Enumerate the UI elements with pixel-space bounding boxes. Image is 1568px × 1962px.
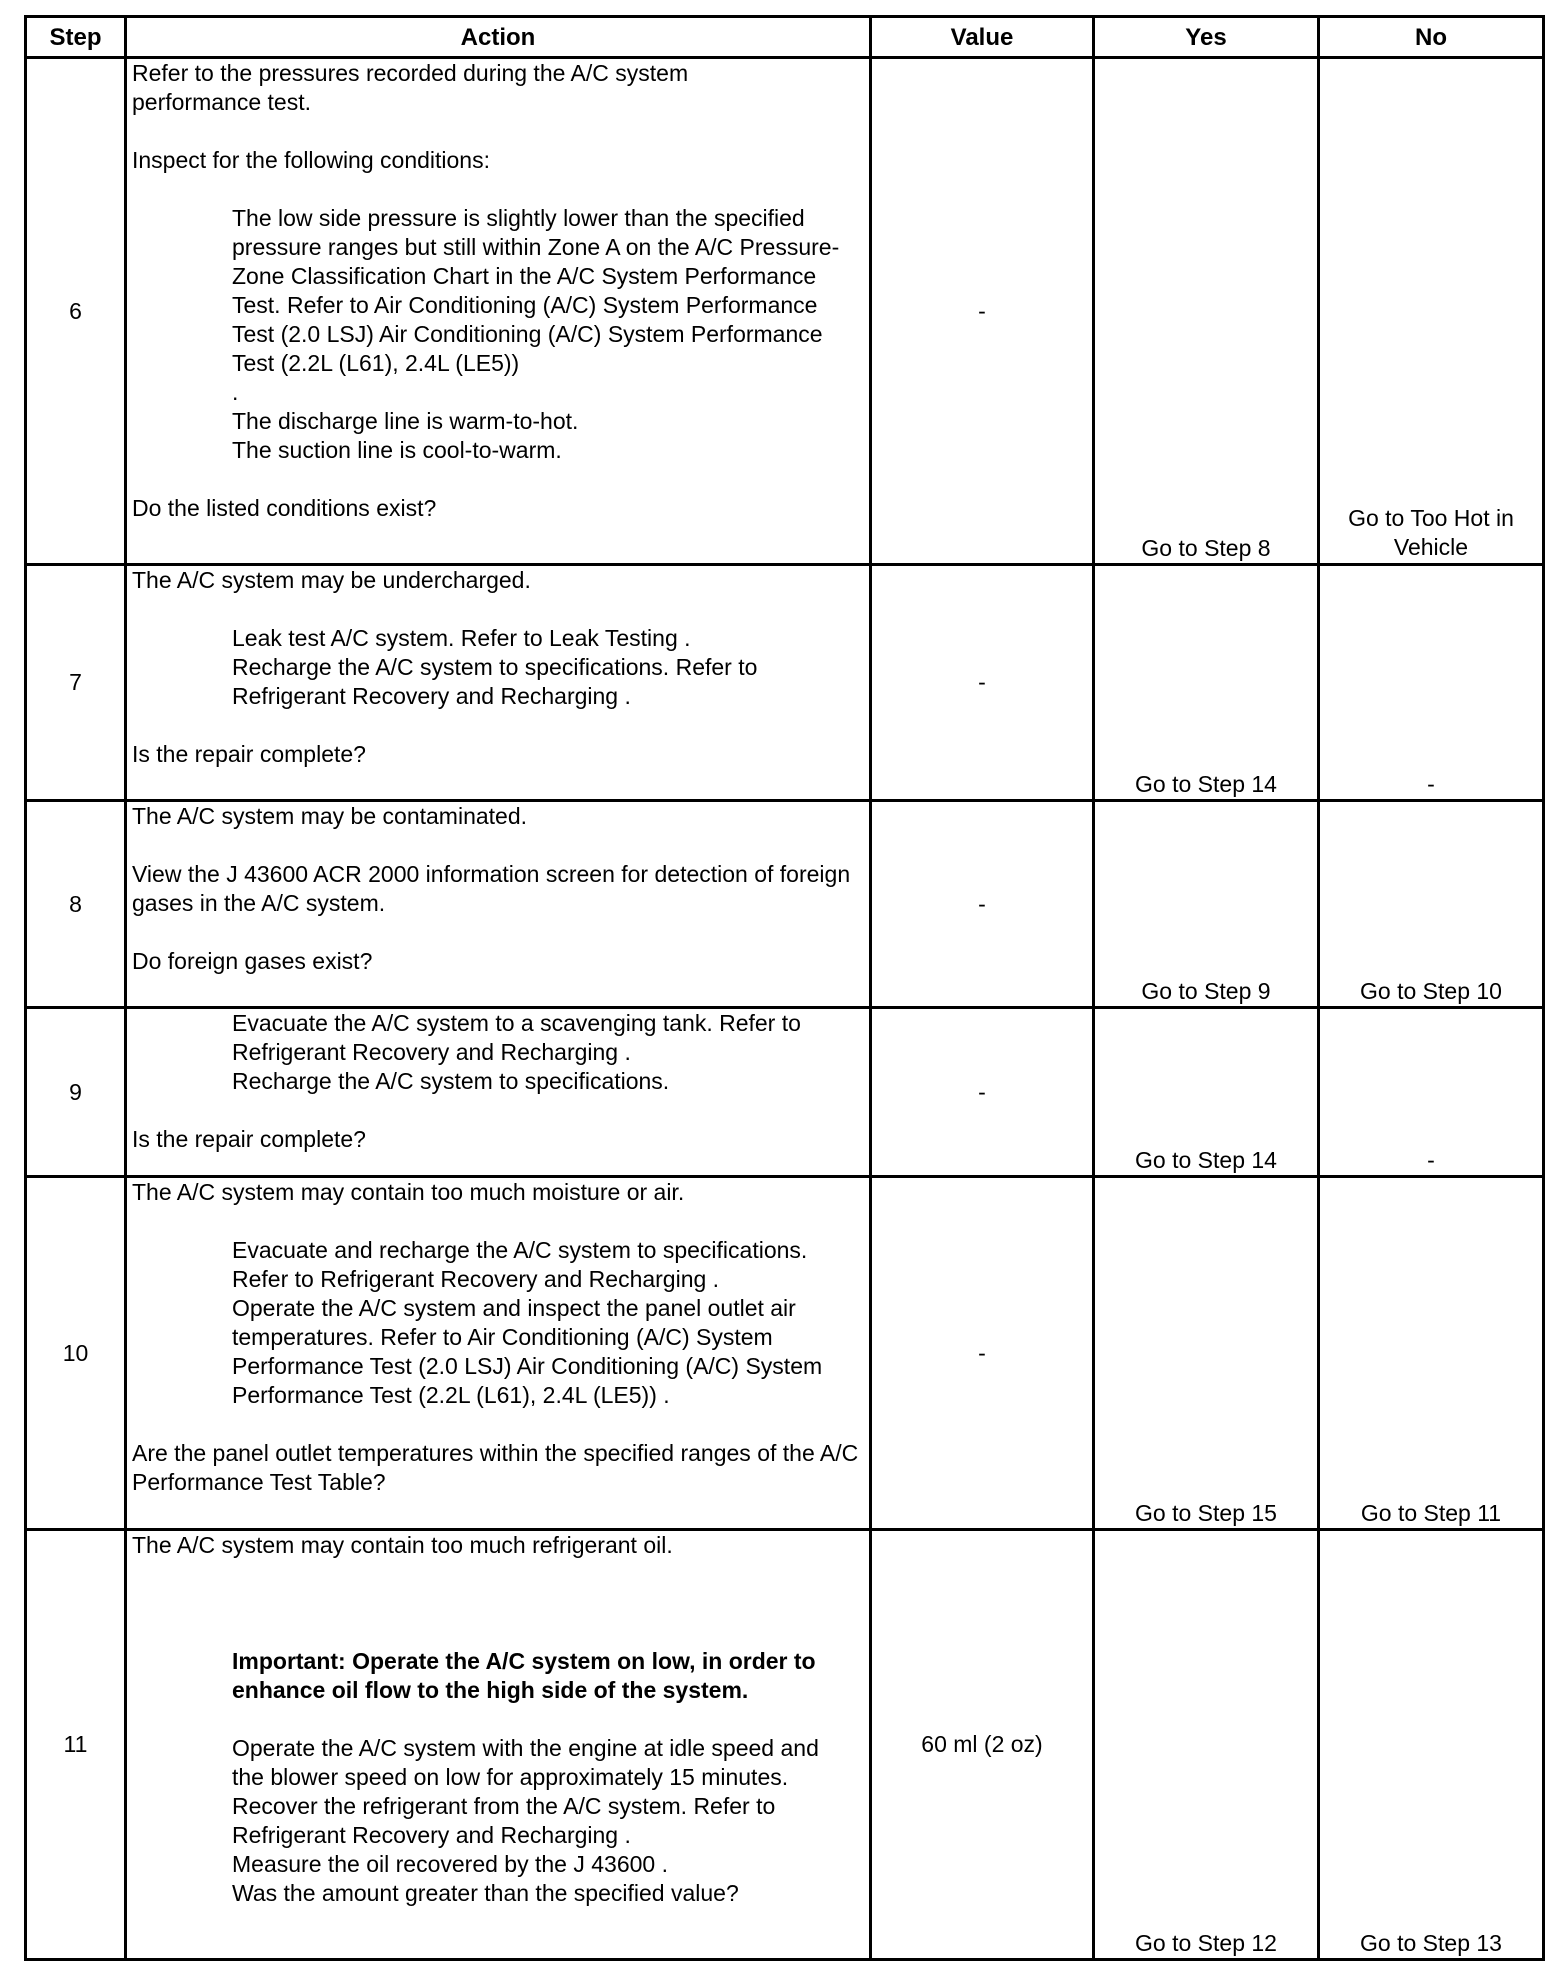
no-value: - [1319, 1008, 1544, 1177]
action-cell [126, 1177, 871, 1530]
action-question: Is the repair complete? [132, 1126, 366, 1152]
action-question: Is the repair complete? [132, 741, 366, 767]
action-item: The low side pressure is slightly lower than the specified pressure ranges but still within Zone A on the A/C Pressure-Zone Classification Chart in the A/C System Performance Test. Refer to Air Conditioning (A/C) System Performance Test (2.0 LSJ) Air Conditioning (A/C) System Performance Test (2.2L (L61), 2.4L (LE5)) [232, 205, 840, 376]
action-item: The suction line is cool-to-warm. [232, 437, 562, 463]
header-step: Step [26, 17, 126, 58]
action-intro: View the J 43600 ACR 2000 information screen for detection of foreign gases in the A/C system. [132, 861, 851, 916]
action-item: Recover the refrigerant from the A/C system. Refer to Refrigerant Recovery and Recharging . [232, 1793, 776, 1848]
action-question: Do foreign gases exist? [132, 948, 373, 974]
yes-link[interactable]: Go to Step 9 [1094, 801, 1319, 1008]
action-cell [126, 1008, 871, 1177]
action-cell [126, 58, 871, 565]
no-link[interactable]: Go to Step 10 [1319, 801, 1544, 1008]
header-value: Value [871, 17, 1094, 58]
action-item: Evacuate and recharge the A/C system to specifications. Refer to Refrigerant Recovery and Recharging . [232, 1237, 808, 1292]
action-intro: The A/C system may contain too much moisture or air. [132, 1179, 685, 1205]
yes-link[interactable]: Go to Step 12 [1094, 1530, 1319, 1960]
header-no: No [1319, 17, 1544, 58]
header-action: Action [126, 17, 871, 58]
no-link[interactable]: Go to Step 13 [1319, 1530, 1544, 1960]
action-item: Operate the A/C system with the engine at idle speed and the blower speed on low for approximately 15 minutes. [232, 1735, 819, 1790]
table-row [26, 1008, 1544, 1177]
important-note: Important: Operate the A/C system on low, in order to enhance oil flow to the high side of the system. [232, 1648, 816, 1703]
yes-link[interactable]: Go to Step 8 [1094, 58, 1319, 565]
action-item: Measure the oil recovered by the J 43600 . [232, 1851, 668, 1877]
action-cell [126, 565, 871, 801]
diagnostic-table [24, 15, 1545, 1961]
yes-link[interactable]: Go to Step 14 [1094, 565, 1319, 801]
action-item: Leak test A/C system. Refer to Leak Testing . [232, 625, 691, 651]
action-intro: Refer to the pressures recorded during the A/C system performance test. [132, 60, 689, 115]
value-cell: - [871, 565, 1094, 801]
action-item: Operate the A/C system and inspect the panel outlet air temperatures. Refer to Air Conditioning (A/C) System Performance Test (2.0 LSJ) Air Conditioning (A/C) System Performance Test (2.2L (L61), 2.4L (LE5)) . [232, 1295, 823, 1408]
action-question: Was the amount greater than the specified value? [232, 1880, 739, 1906]
action-item: The discharge line is warm-to-hot. [232, 408, 579, 434]
value-cell: - [871, 1008, 1094, 1177]
table-row [26, 801, 1544, 1008]
action-item: Evacuate the A/C system to a scavenging tank. Refer to Refrigerant Recovery and Recharging . [232, 1010, 801, 1065]
table-row [26, 565, 1544, 801]
value-cell: - [871, 1177, 1094, 1530]
table-row [26, 1530, 1544, 1960]
action-intro: Inspect for the following conditions: [132, 147, 490, 173]
action-intro: The A/C system may be contaminated. [132, 803, 528, 829]
table-row [26, 1177, 1544, 1530]
value-cell: - [871, 58, 1094, 565]
action-item: . [232, 379, 239, 405]
step-number: 9 [26, 1008, 126, 1177]
action-cell [126, 801, 871, 1008]
action-item: Recharge the A/C system to specifications. Refer to Refrigerant Recovery and Recharging . [232, 654, 758, 709]
action-cell [126, 1530, 871, 1960]
yes-link[interactable]: Go to Step 15 [1094, 1177, 1319, 1530]
value-cell: 60 ml (2 oz) [871, 1530, 1094, 1960]
action-question: Do the listed conditions exist? [132, 495, 437, 521]
action-intro: The A/C system may contain too much refrigerant oil. [132, 1532, 673, 1558]
action-question: Are the panel outlet temperatures within the specified ranges of the A/C Performance Test Table? [132, 1440, 859, 1495]
no-link[interactable]: Go to Step 11 [1319, 1177, 1544, 1530]
action-item: Recharge the A/C system to specifications. [232, 1068, 670, 1094]
step-number: 8 [26, 801, 126, 1008]
header-yes: Yes [1094, 17, 1319, 58]
header-row [26, 17, 1544, 58]
no-link[interactable]: Go to Too Hot in Vehicle [1319, 58, 1544, 565]
value-cell: - [871, 801, 1094, 1008]
yes-link[interactable]: Go to Step 14 [1094, 1008, 1319, 1177]
step-number: 7 [26, 565, 126, 801]
action-intro: The A/C system may be undercharged. [132, 567, 531, 593]
step-number: 11 [26, 1530, 126, 1960]
no-value: - [1319, 565, 1544, 801]
table-row [26, 58, 1544, 565]
step-number: 10 [26, 1177, 126, 1530]
step-number: 6 [26, 58, 126, 565]
